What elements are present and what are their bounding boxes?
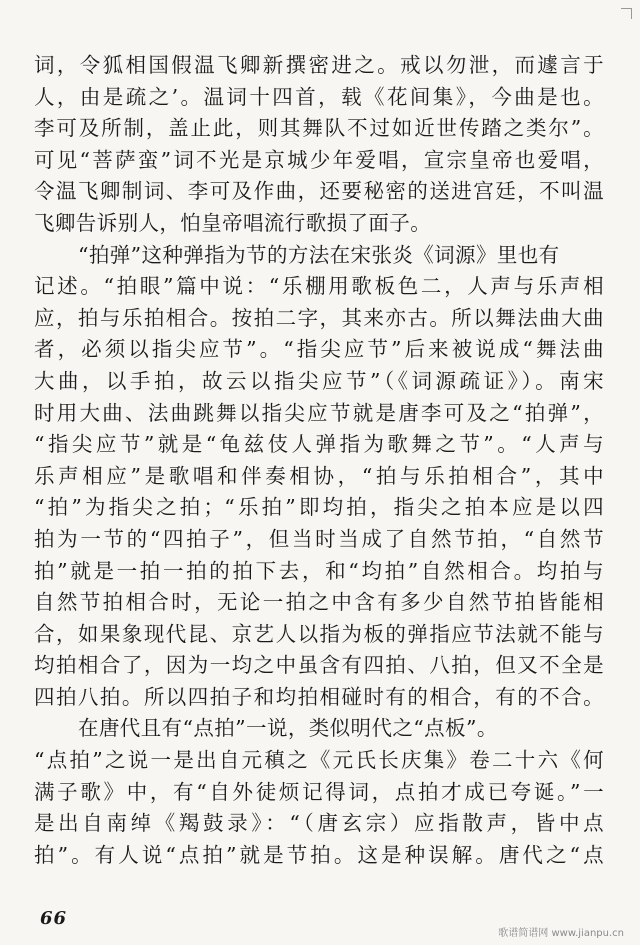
text-line: 均拍相合了，因为一均之中虽含有四拍、八拍，但又不全是 [34, 653, 604, 678]
text-line: “拍弹”这种弹指为节的方法在宋张炎《词源》里也有 [78, 242, 560, 267]
watermark: 歌谱简谱网 www.jianpu.cn [498, 928, 624, 939]
text-line: 拍”就是一拍一拍的拍下去，和“均拍”自然相合。均拍与 [34, 558, 604, 583]
text-line: 应，拍与乐拍相合。按拍二字，其来亦古。所以舞法曲大曲 [34, 305, 604, 330]
text-line: 合，如果象现代昆、京艺人以指为板的弹指应节法就不能与 [34, 621, 604, 646]
text-line: 人，由是疏之’。温词十四首，载《花间集》，今曲是也。 [34, 84, 604, 109]
text-line: 记述。“拍眼”篇中说：“乐棚用歌板色二，人声与乐声相 [34, 274, 604, 299]
text-line: 乐声相应”是歌唱和伴奏相协，“拍与乐拍相合”，其中 [34, 463, 604, 488]
corner-mark [621, 8, 632, 19]
text-line: 四拍八拍。所以四拍子和均拍相碰时有的相合，有的不合。 [34, 684, 604, 709]
text-line: 飞卿告诉别人，怕皇帝唱流行歌损了面子。 [34, 210, 432, 235]
text-line: “点拍”之说一是出自元稹之《元氏长庆集》卷二十六《何 [34, 748, 604, 773]
text-line: 可见“菩萨蛮”词不光是京城少年爱唱，宣宗皇帝也爱唱， [34, 147, 604, 172]
text-line: 令温飞卿制词、李可及作曲，还要秘密的送进宫廷，不叫温 [34, 179, 604, 204]
text-line: 李可及所制，盖止此，则其舞队不过如近世传踏之类尔”。 [34, 116, 604, 141]
text-line: 时用大曲、法曲跳舞以指尖应节就是唐李可及之“拍弹”， [34, 400, 604, 425]
text-line: “指尖应节”就是“龟兹伎人弹指为歌舞之节”。“人声与 [34, 432, 604, 457]
text-line: 满子歌》中，有“自外徒烦记得词，点拍才成已夸诞。”一 [34, 779, 604, 804]
body-text [34, 50, 604, 871]
text-line: 者，必须以指尖应节”。“指尖应节”后来被说成“舞法曲 [34, 337, 604, 362]
text-line: 拍为一节的“四拍子”，但当时当成了自然节拍，“自然节 [34, 526, 604, 551]
text-line: 在唐代且有“点拍”一说，类似明代之“点板”。 [78, 716, 498, 741]
text-line: 拍”。有人说“点拍”就是节拍。这是种误解。唐代之“点 [34, 842, 604, 867]
text-line: “拍”为指尖之拍；“乐拍”即均拍，指尖之拍本应是以四 [34, 495, 604, 520]
text-line: 大曲，以手拍，故云以指尖应节”（《词源疏证》）。南宋 [34, 368, 604, 393]
text-line: 是出自南绰《羯鼓录》：“（唐玄宗）应指散声，皆中点 [34, 811, 604, 836]
page-number: 66 [40, 908, 68, 929]
text-line: 自然节拍相合时，无论一拍之中含有多少自然节拍皆能相 [34, 590, 604, 615]
text-line: 词，令狐相国假温飞卿新撰密进之。戒以勿泄，而遽言于 [34, 53, 604, 77]
